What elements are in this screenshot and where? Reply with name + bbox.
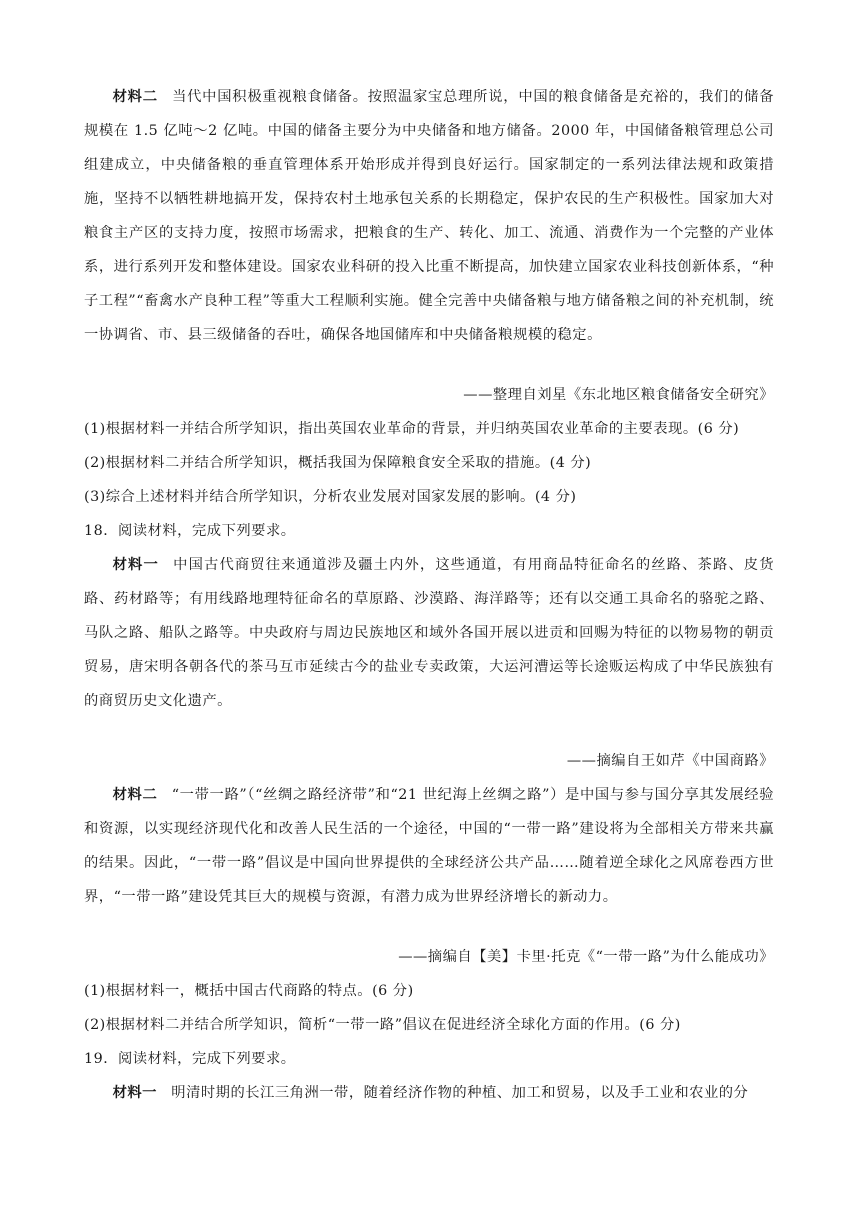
material-text: 明清时期的长江三角洲一带，随着经济作物的种植、加工和贸易，以及手工业和农业的分 [171,1085,749,1101]
q19-material-1-paragraph [84,1076,774,1110]
question-17-1: (1)根据材料一并结合所学知识，指出英国农业革命的背景，并归纳英国农业革命的主要表现。(6 分) [84,421,740,437]
question-19-title: 19．阅读材料，完成下列要求。 [84,1051,296,1067]
document-page [84,80,774,1110]
question-17-2: (2)根据材料二并结合所学知识，概括我国为保障粮食安全采取的措施。(4 分) [84,455,592,471]
q18-material-1-paragraph [84,548,774,718]
material-source: ——摘编自王如芹《中国商路》 [566,753,774,769]
material-label: 材料二 [112,89,158,105]
material-text: “一带一路”（“丝绸之路经济带”和“21 世纪海上丝绸之路”）是中国与参与国分享其发展经验和资源，以实现经济现代化和改善人民生活的一个途径，中国的“一带一路”建设将为全部相关方带来共赢的结果。因此，“一带一路”倡议是中国向世界提供的全球经济公共产品……随着逆全球化之风席卷西方世界，“一带一路”建设凭其巨大的规模与资源，有潜力成为世界经济增长的新动力。 [84,787,775,905]
question-18-1: (1)根据材料一，概括中国古代商路的特点。(6 分) [84,983,414,999]
q18-material-2-paragraph [84,778,774,914]
material-2-paragraph [84,80,774,352]
material-text: 中国古代商贸往来通道涉及疆土内外，这些通道，有用商品特征命名的丝路、茶路、皮货路、药材路等；有用线路地理特征命名的草原路、沙漠路、海洋路等；还有以交通工具命名的骆驼之路、马队之路、船队之路等。中央政府与周边民族地区和域外各国开展以进贡和回赐为特征的以物易物的朝贡贸易，唐宋明各朝各代的茶马互市延续古今的盐业专卖政策，大运河漕运等长途贩运构成了中华民族独有的商贸历史文化遗产。 [84,557,775,709]
material-label: 材料一 [112,1085,157,1101]
material-label: 材料二 [112,787,158,803]
material-source: ——整理自刘星《东北地区粮食储备安全研究》 [463,387,774,403]
question-18-title: 18．阅读材料，完成下列要求。 [84,523,296,539]
question-17-3: (3)综合上述材料并结合所学知识，分析农业发展对国家发展的影响。(4 分) [84,489,577,505]
material-text: 当代中国积极重视粮食储备。按照温家宝总理所说，中国的粮食储备是充裕的，我们的储备规模在 1.5 亿吨～2 亿吨。中国的储备主要分为中央储备和地方储备。2000 年，中国储备粮管理总公司组建成立，中央储备粮的垂直管理体系开始形成并得到良好运行。国家制定的一系列法律法规和政策措施，坚持不以牺牲耕地搞开发，保持农村土地承包关系的长期稳定，保护农民的生产积极性。国家加大对粮食主产区的支持力度，按照市场需求，把粮食的生产、转化、加工、流通、消费作为一个完整的产业体系，进行系列开发和整体建设。国家农业科研的投入比重不断提高，加快建立国家农业科技创新体系，“种子工程”“畜禽水产良种工程”等重大工程顺利实施。健全完善中央储备粮与地方储备粮之间的补充机制，统一协调省、市、县三级储备的吞吐，确保各地国储库和中央储备粮规模的稳定。 [84,89,775,343]
material-source: ——摘编自【美】卡里·托克《“一带一路”为什么能成功》 [398,949,774,965]
material-label: 材料一 [112,557,159,573]
question-18-2: (2)根据材料二并结合所学知识，简析“一带一路”倡议在促进经济全球化方面的作用。(6 分) [84,1017,681,1033]
